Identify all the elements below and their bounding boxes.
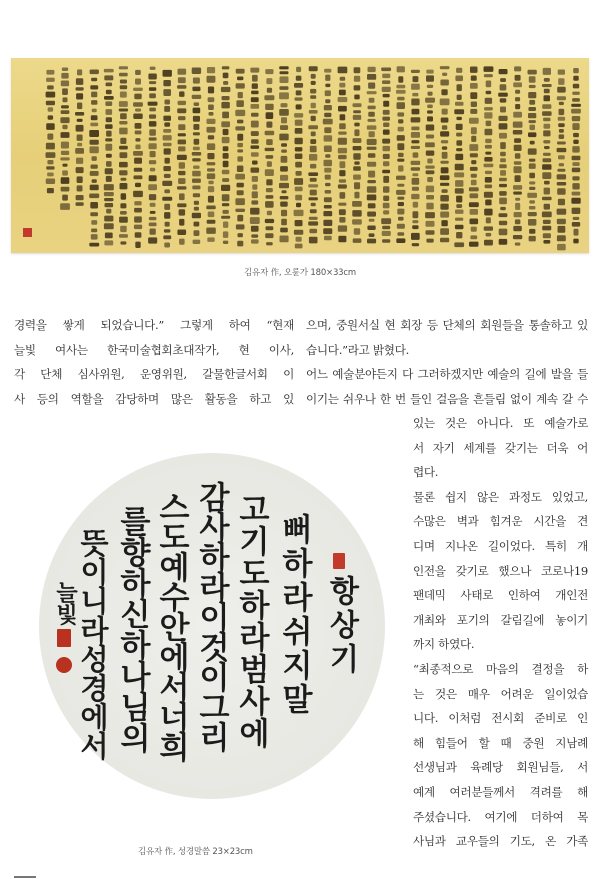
article-text-left <box>14 313 294 411</box>
text-line: 렵다. <box>413 465 439 480</box>
text-line: 이기는 쉬우나 한 번 들인 걸음을 흔들림 없이 계속 갈 수 <box>306 391 588 406</box>
artwork-caption-circle: 김유자 作, 성경말씀 23×23cm <box>138 847 253 857</box>
calligraphy-script <box>39 453 385 799</box>
text-line: 사님과 교우들의 기도, 온 가족 <box>413 834 588 849</box>
text-line: 어느 예술분야든지 다 그러하겠지만 예술의 길에 발을 들 <box>306 367 588 382</box>
text-line: 디며 지나온 길이었다. 특히 개 <box>413 538 588 553</box>
text-line: 늘빛 여사는 한국미술협회초대작가, 현 이사, <box>14 342 294 357</box>
red-seal-signature <box>57 629 71 647</box>
text-line: 해 힘들어 할 때 중원 지남례 <box>413 735 588 750</box>
page-divider <box>14 876 36 878</box>
text-line: 습니다.”라고 밝혔다. <box>306 342 409 357</box>
text-line: 주셨습니다. 여기에 더하여 목 <box>413 809 588 824</box>
text-line: 는 것은 매우 어려운 일이었습 <box>413 686 588 701</box>
calligraphy-column: 뻐하라쉬지말 <box>276 513 312 717</box>
text-line: 으며, 중원서실 현 회장 등 단체의 회원들을 통솔하고 있 <box>306 318 588 332</box>
article-text-right-narrow <box>413 411 588 854</box>
text-line: 팬데믹 사태로 인하여 개인전 <box>413 588 588 603</box>
text-line: 경력을 쌓게 되었습니다.” 그렇게 하여 “현재 <box>14 318 294 332</box>
text-line: 개최와 포기의 갈림길에 놓이기 <box>413 612 588 627</box>
calligraphy-column: 스도예수안에서너희 <box>153 491 189 761</box>
text-line: 있는 것은 아니다. 또 예술가로 <box>413 416 588 430</box>
red-seal-top <box>333 553 345 569</box>
red-seal-round <box>56 657 72 673</box>
artwork-caption-top: 김유자 作, 오륜가 180×33cm <box>244 268 356 278</box>
calligraphy-column: 항상기 <box>323 575 359 677</box>
text-line: 인전을 갖기로 했으나 코로나19 <box>413 563 588 578</box>
calligraphy-artwork-oryunga <box>11 58 589 253</box>
text-line: 수많은 벽과 힘겨운 시간을 견 <box>413 514 588 529</box>
calligraphy-script <box>11 58 589 253</box>
text-line: 사 등의 역할을 감당하며 많은 활동을 하고 있 <box>14 391 294 406</box>
calligraphy-column: 감사하라이것이그리 <box>193 481 229 751</box>
text-line: 예계 여러분들께서 격려를 해 <box>413 784 588 799</box>
text-line: 물론 쉽지 않은 과정도 있었고, <box>413 489 588 504</box>
text-line: 서 자기 세계를 갖기는 더욱 어 <box>413 440 588 455</box>
artwork-signature: 늘빛 <box>52 581 78 625</box>
calligraphy-column: 고기도하라범사에 <box>233 493 269 749</box>
text-line: 선생님과 육례당 회원님들, 서 <box>413 760 588 775</box>
calligraphy-column: 뜻이니라성경에서 <box>76 528 110 760</box>
text-line: “최종적으로 마음의 결정을 하 <box>413 661 588 676</box>
article-text-right-top <box>306 313 588 411</box>
text-line: 각 단체 심사위원, 운영위원, 갈물한글서회 이 <box>14 367 294 382</box>
calligraphy-column: 를향하신하나님의 <box>114 505 150 753</box>
text-line: 까지 하였다. <box>413 637 475 652</box>
text-line: 니다. 이처럼 전시회 준비로 인 <box>413 711 588 726</box>
calligraphy-artwork-scripture <box>39 453 385 799</box>
